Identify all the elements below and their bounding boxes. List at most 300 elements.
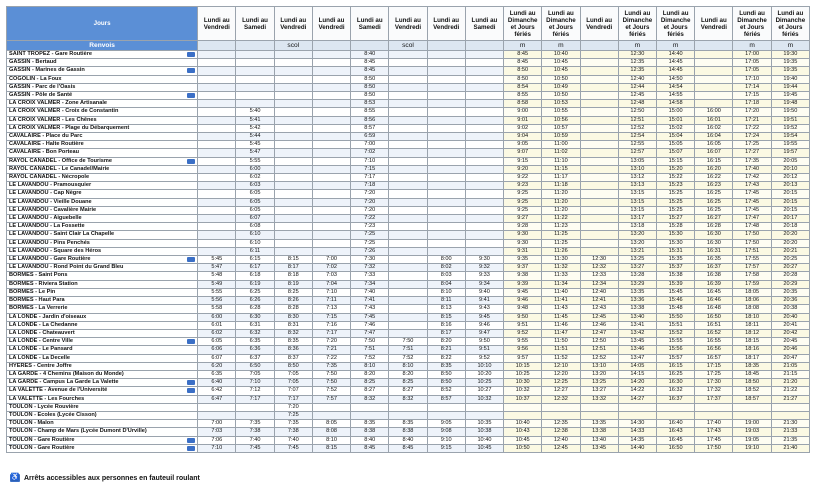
time-cell: 8:10: [351, 362, 389, 370]
time-cell: 6:18: [236, 272, 274, 280]
time-cell: 11:18: [542, 182, 580, 190]
stop-name: [7, 215, 198, 223]
time-cell: 8:40: [389, 436, 427, 444]
time-cell: 13:45: [580, 444, 618, 452]
time-cell: [580, 231, 618, 239]
time-cell: [427, 182, 465, 190]
time-cell: 21:27: [771, 395, 809, 403]
time-cell: 7:50: [351, 338, 389, 346]
time-cell: 16:15: [657, 362, 695, 370]
table-row: [7, 67, 810, 75]
table-row: [7, 141, 810, 149]
days-header-row: [7, 7, 810, 41]
wheelchair-icon: [187, 257, 195, 262]
time-cell: 7:15: [312, 313, 350, 321]
time-cell: 9:46: [504, 297, 542, 305]
time-cell: 6:28: [236, 305, 274, 313]
time-cell: 17:20: [733, 108, 771, 116]
wheelchair-icon: [187, 52, 195, 57]
time-cell: 8:00: [427, 256, 465, 264]
time-cell: 8:26: [274, 297, 312, 305]
time-cell: [198, 124, 236, 132]
time-cell: 6:05: [236, 198, 274, 206]
stop-name: [7, 354, 198, 362]
time-cell: 10:45: [542, 59, 580, 67]
stop-label: LE LAVANDOU - Square des Héros: [9, 247, 102, 254]
time-cell: 8:40: [351, 51, 389, 59]
time-cell: 13:25: [618, 256, 656, 264]
time-cell: [427, 124, 465, 132]
time-cell: 13:35: [618, 288, 656, 296]
stop-label: LE LAVANDOU - Saint Clair La Chapelle: [9, 231, 115, 238]
time-cell: 7:06: [198, 436, 236, 444]
time-cell: [427, 83, 465, 91]
bus-timetable: [6, 6, 810, 453]
stop-label: BORMES - Riviera Station: [9, 280, 78, 287]
time-cell: [465, 116, 503, 124]
time-cell: 13:17: [618, 215, 656, 223]
time-cell: [389, 108, 427, 116]
time-cell: [198, 141, 236, 149]
time-cell: 9:50: [504, 313, 542, 321]
time-cell: [695, 92, 733, 100]
time-cell: 13:35: [580, 420, 618, 428]
table-row: [7, 280, 810, 288]
day-header: Lundi au Vendredi: [695, 7, 733, 41]
time-cell: [274, 182, 312, 190]
time-cell: 14:40: [657, 51, 695, 59]
time-cell: 7:17: [351, 174, 389, 182]
wheelchair-icon: ♿: [10, 474, 20, 481]
time-cell: 16:31: [695, 247, 733, 255]
time-cell: [198, 403, 236, 411]
time-cell: 10:49: [542, 83, 580, 91]
time-cell: 16:50: [695, 313, 733, 321]
time-cell: 6:47: [198, 395, 236, 403]
time-cell: 13:46: [618, 346, 656, 354]
time-cell: 21:35: [771, 436, 809, 444]
time-cell: 13:38: [580, 428, 618, 436]
time-cell: 12:45: [618, 92, 656, 100]
time-cell: 12:25: [542, 379, 580, 387]
time-cell: [465, 231, 503, 239]
time-cell: 7:47: [351, 329, 389, 337]
time-cell: 19:35: [771, 59, 809, 67]
time-cell: [427, 92, 465, 100]
time-cell: 8:50: [351, 92, 389, 100]
time-cell: 19:44: [771, 83, 809, 91]
stop-name: [7, 83, 198, 91]
time-cell: [198, 411, 236, 419]
time-cell: 20:35: [771, 288, 809, 296]
time-cell: 13:28: [618, 272, 656, 280]
time-cell: [465, 206, 503, 214]
time-cell: 10:30: [504, 379, 542, 387]
renvoi-cell: [695, 41, 733, 51]
stop-name: [7, 436, 198, 444]
time-cell: 12:51: [580, 346, 618, 354]
time-cell: [389, 403, 427, 411]
time-cell: [389, 313, 427, 321]
time-cell: 9:15: [504, 157, 542, 165]
time-cell: 17:50: [733, 239, 771, 247]
time-cell: 7:10: [351, 157, 389, 165]
time-cell: [465, 83, 503, 91]
time-cell: 21:05: [771, 362, 809, 370]
time-cell: [389, 239, 427, 247]
time-cell: 15:02: [657, 124, 695, 132]
time-cell: 13:10: [580, 362, 618, 370]
time-cell: [465, 59, 503, 67]
time-cell: 5:55: [236, 157, 274, 165]
legend-text: Arrêts accessibles aux personnes en fauteuil roulant: [24, 474, 200, 482]
time-cell: 7:21: [312, 346, 350, 354]
time-cell: 16:30: [695, 231, 733, 239]
time-cell: 10:25: [504, 370, 542, 378]
time-cell: [198, 83, 236, 91]
stop-name: [7, 288, 198, 296]
time-cell: 8:38: [389, 428, 427, 436]
time-cell: 8:57: [427, 395, 465, 403]
time-cell: [580, 174, 618, 182]
time-cell: [542, 411, 580, 419]
time-cell: 9:20: [504, 165, 542, 173]
time-cell: 7:26: [351, 247, 389, 255]
time-cell: 11:30: [542, 256, 580, 264]
time-cell: [618, 403, 656, 411]
time-cell: 8:52: [427, 387, 465, 395]
time-cell: 7:25: [351, 239, 389, 247]
time-cell: 7:20: [274, 403, 312, 411]
time-cell: 15:45: [657, 288, 695, 296]
time-cell: 8:15: [427, 313, 465, 321]
time-cell: 7:16: [312, 321, 350, 329]
time-cell: [542, 403, 580, 411]
wheelchair-icon: [187, 380, 195, 385]
time-cell: 9:45: [504, 288, 542, 296]
time-cell: 9:23: [504, 182, 542, 190]
time-cell: 17:55: [733, 256, 771, 264]
time-cell: 13:15: [618, 198, 656, 206]
time-cell: 17:25: [733, 141, 771, 149]
time-cell: [427, 411, 465, 419]
time-cell: 8:20: [389, 370, 427, 378]
time-cell: 9:30: [504, 239, 542, 247]
time-cell: 9:30: [465, 256, 503, 264]
stop-label: RAYOL CANADEL - Office de Tourisme: [9, 157, 112, 164]
time-cell: 10:45: [542, 67, 580, 75]
time-cell: 7:46: [351, 321, 389, 329]
time-cell: 8:20: [351, 370, 389, 378]
time-cell: 17:45: [733, 198, 771, 206]
time-cell: 18:05: [733, 288, 771, 296]
time-cell: [618, 411, 656, 419]
time-cell: [465, 190, 503, 198]
time-cell: 18:45: [733, 370, 771, 378]
time-cell: 11:23: [542, 223, 580, 231]
time-cell: [580, 141, 618, 149]
time-cell: [389, 157, 427, 165]
time-cell: [695, 403, 733, 411]
time-cell: 20:40: [771, 313, 809, 321]
time-cell: 16:25: [657, 370, 695, 378]
time-cell: 9:34: [465, 280, 503, 288]
time-cell: 9:27: [504, 215, 542, 223]
time-cell: [274, 157, 312, 165]
table-row: [7, 215, 810, 223]
time-cell: [427, 231, 465, 239]
table-row: [7, 379, 810, 387]
time-cell: 16:15: [695, 157, 733, 165]
time-cell: 7:10: [236, 379, 274, 387]
time-cell: 19:50: [771, 108, 809, 116]
table-row: [7, 198, 810, 206]
time-cell: 8:50: [351, 75, 389, 83]
time-cell: 8:35: [427, 362, 465, 370]
time-cell: [198, 51, 236, 59]
stop-label: BORMES - Saint Pons: [9, 272, 68, 279]
time-cell: 7:00: [312, 256, 350, 264]
time-cell: 7:00: [198, 420, 236, 428]
renvoi-cell: m: [733, 41, 771, 51]
stop-label: LA LONDE - Chateauvert: [9, 329, 75, 336]
time-cell: 12:32: [542, 395, 580, 403]
table-row: [7, 329, 810, 337]
time-cell: 19:05: [733, 436, 771, 444]
stop-label: LE LAVANDOU - Pins Penchés: [9, 239, 90, 246]
time-cell: 7:45: [351, 313, 389, 321]
table-row: [7, 206, 810, 214]
stop-name: [7, 141, 198, 149]
time-cell: [580, 75, 618, 83]
time-cell: 8:40: [351, 436, 389, 444]
time-cell: 8:22: [427, 354, 465, 362]
time-cell: [427, 116, 465, 124]
time-cell: 13:32: [580, 395, 618, 403]
time-cell: 20:15: [771, 206, 809, 214]
time-cell: 8:35: [274, 338, 312, 346]
time-cell: 7:40: [236, 436, 274, 444]
time-cell: 12:51: [618, 116, 656, 124]
time-cell: 13:15: [618, 206, 656, 214]
renvois-label: Renvois: [7, 41, 198, 51]
time-cell: 13:36: [618, 297, 656, 305]
time-cell: 14:22: [618, 387, 656, 395]
time-cell: 11:50: [542, 338, 580, 346]
table-row: [7, 305, 810, 313]
time-cell: 7:51: [389, 346, 427, 354]
time-cell: 6:01: [198, 321, 236, 329]
time-cell: 12:54: [618, 133, 656, 141]
time-cell: 7:20: [312, 338, 350, 346]
time-cell: 7:04: [312, 280, 350, 288]
time-cell: 15:48: [657, 305, 695, 313]
time-cell: [465, 174, 503, 182]
timetable-body: [7, 51, 810, 453]
time-cell: 19:00: [733, 420, 771, 428]
time-cell: 21:22: [771, 387, 809, 395]
time-cell: 16:56: [695, 346, 733, 354]
time-cell: 16:20: [695, 165, 733, 173]
time-cell: 8:45: [504, 59, 542, 67]
time-cell: [580, 51, 618, 59]
time-cell: 13:29: [618, 280, 656, 288]
time-cell: [389, 149, 427, 157]
time-cell: 18:50: [733, 379, 771, 387]
time-cell: 7:52: [312, 387, 350, 395]
time-cell: 17:58: [733, 272, 771, 280]
time-cell: 7:50: [312, 370, 350, 378]
time-cell: 7:40: [351, 288, 389, 296]
table-row: [7, 362, 810, 370]
stop-label: GASSIN - Parc de l'Oasis: [9, 83, 76, 90]
time-cell: [504, 411, 542, 419]
time-cell: 20:20: [771, 239, 809, 247]
table-row: [7, 223, 810, 231]
table-row: [7, 403, 810, 411]
time-cell: 19:03: [733, 428, 771, 436]
time-cell: [236, 403, 274, 411]
time-cell: 13:42: [618, 329, 656, 337]
time-cell: 10:56: [542, 116, 580, 124]
time-cell: [274, 108, 312, 116]
time-cell: 8:50: [504, 67, 542, 75]
time-cell: 20:27: [771, 264, 809, 272]
time-cell: 11:22: [542, 215, 580, 223]
stop-name: [7, 223, 198, 231]
time-cell: 7:17: [236, 395, 274, 403]
time-cell: 13:25: [580, 379, 618, 387]
time-cell: 9:05: [504, 141, 542, 149]
time-cell: 17:57: [733, 264, 771, 272]
time-cell: 8:10: [312, 436, 350, 444]
time-cell: 16:02: [695, 124, 733, 132]
time-cell: 13:20: [618, 231, 656, 239]
time-cell: [198, 174, 236, 182]
stop-label: LA CROIX VALMER - Zone Artisanale: [9, 100, 108, 107]
stop-name: [7, 67, 198, 75]
time-cell: [312, 165, 350, 173]
table-row: [7, 149, 810, 157]
time-cell: 17:32: [695, 387, 733, 395]
time-cell: [389, 51, 427, 59]
time-cell: 21:30: [771, 420, 809, 428]
stop-name: [7, 321, 198, 329]
time-cell: 7:35: [274, 420, 312, 428]
time-cell: 16:25: [695, 206, 733, 214]
time-cell: [580, 223, 618, 231]
stop-name: [7, 59, 198, 67]
time-cell: [580, 165, 618, 173]
time-cell: [389, 59, 427, 67]
time-cell: 18:17: [733, 354, 771, 362]
time-cell: 12:10: [542, 362, 580, 370]
time-cell: 7:20: [351, 206, 389, 214]
time-cell: 16:00: [695, 108, 733, 116]
time-cell: 13:38: [618, 305, 656, 313]
time-cell: 6:59: [351, 133, 389, 141]
stop-label: COGOLIN - La Foux: [9, 75, 62, 82]
stop-name: [7, 108, 198, 116]
stop-name: [7, 272, 198, 280]
time-cell: 8:45: [351, 444, 389, 452]
day-header: Lundi au Samedi: [236, 7, 274, 41]
time-cell: 6:10: [236, 231, 274, 239]
time-cell: 9:55: [504, 338, 542, 346]
time-cell: 17:40: [695, 420, 733, 428]
time-cell: [312, 133, 350, 141]
time-cell: [312, 124, 350, 132]
time-cell: 20:36: [771, 297, 809, 305]
time-cell: [427, 190, 465, 198]
time-cell: [580, 116, 618, 124]
time-cell: 11:02: [542, 149, 580, 157]
time-cell: 16:37: [657, 395, 695, 403]
time-cell: [389, 190, 427, 198]
time-cell: 6:15: [236, 256, 274, 264]
time-cell: 12:45: [580, 313, 618, 321]
time-cell: 11:40: [542, 288, 580, 296]
time-cell: [427, 247, 465, 255]
time-cell: 11:25: [542, 239, 580, 247]
time-cell: 8:04: [427, 280, 465, 288]
time-cell: [580, 157, 618, 165]
stop-label: LE LAVANDOU - Cavalière Mairie: [9, 206, 97, 213]
time-cell: 6:19: [236, 280, 274, 288]
time-cell: 7:35: [312, 362, 350, 370]
time-cell: 8:35: [389, 420, 427, 428]
stop-name: [7, 280, 198, 288]
time-cell: 11:20: [542, 190, 580, 198]
time-cell: [312, 190, 350, 198]
stop-name: [7, 387, 198, 395]
time-cell: 5:55: [198, 288, 236, 296]
time-cell: 12:41: [580, 297, 618, 305]
time-cell: 10:27: [465, 387, 503, 395]
time-cell: [274, 165, 312, 173]
time-cell: [465, 100, 503, 108]
time-cell: [312, 92, 350, 100]
time-cell: [465, 67, 503, 75]
day-header: Lundi au Vendredi: [198, 7, 236, 41]
time-cell: 20:17: [771, 215, 809, 223]
time-cell: 10:25: [465, 379, 503, 387]
stop-name: [7, 116, 198, 124]
table-row: [7, 264, 810, 272]
time-cell: [312, 174, 350, 182]
time-cell: 9:31: [504, 247, 542, 255]
stop-label: LA LONDE - Le Pansard: [9, 346, 73, 353]
time-cell: 8:54: [504, 83, 542, 91]
time-cell: 15:07: [657, 149, 695, 157]
time-cell: 14:58: [657, 100, 695, 108]
time-cell: 14:45: [657, 59, 695, 67]
time-cell: 16:22: [695, 174, 733, 182]
time-cell: 12:55: [618, 141, 656, 149]
time-cell: 8:10: [427, 288, 465, 296]
table-row: [7, 321, 810, 329]
stop-name: [7, 329, 198, 337]
time-cell: [198, 198, 236, 206]
time-cell: 13:40: [618, 313, 656, 321]
stop-name: [7, 444, 198, 452]
wheelchair-icon: [187, 68, 195, 73]
time-cell: [389, 256, 427, 264]
renvoi-cell: [236, 41, 274, 51]
day-header: Lundi au Dimanche et Jours fériés: [771, 7, 809, 41]
time-cell: [198, 59, 236, 67]
time-cell: [465, 92, 503, 100]
